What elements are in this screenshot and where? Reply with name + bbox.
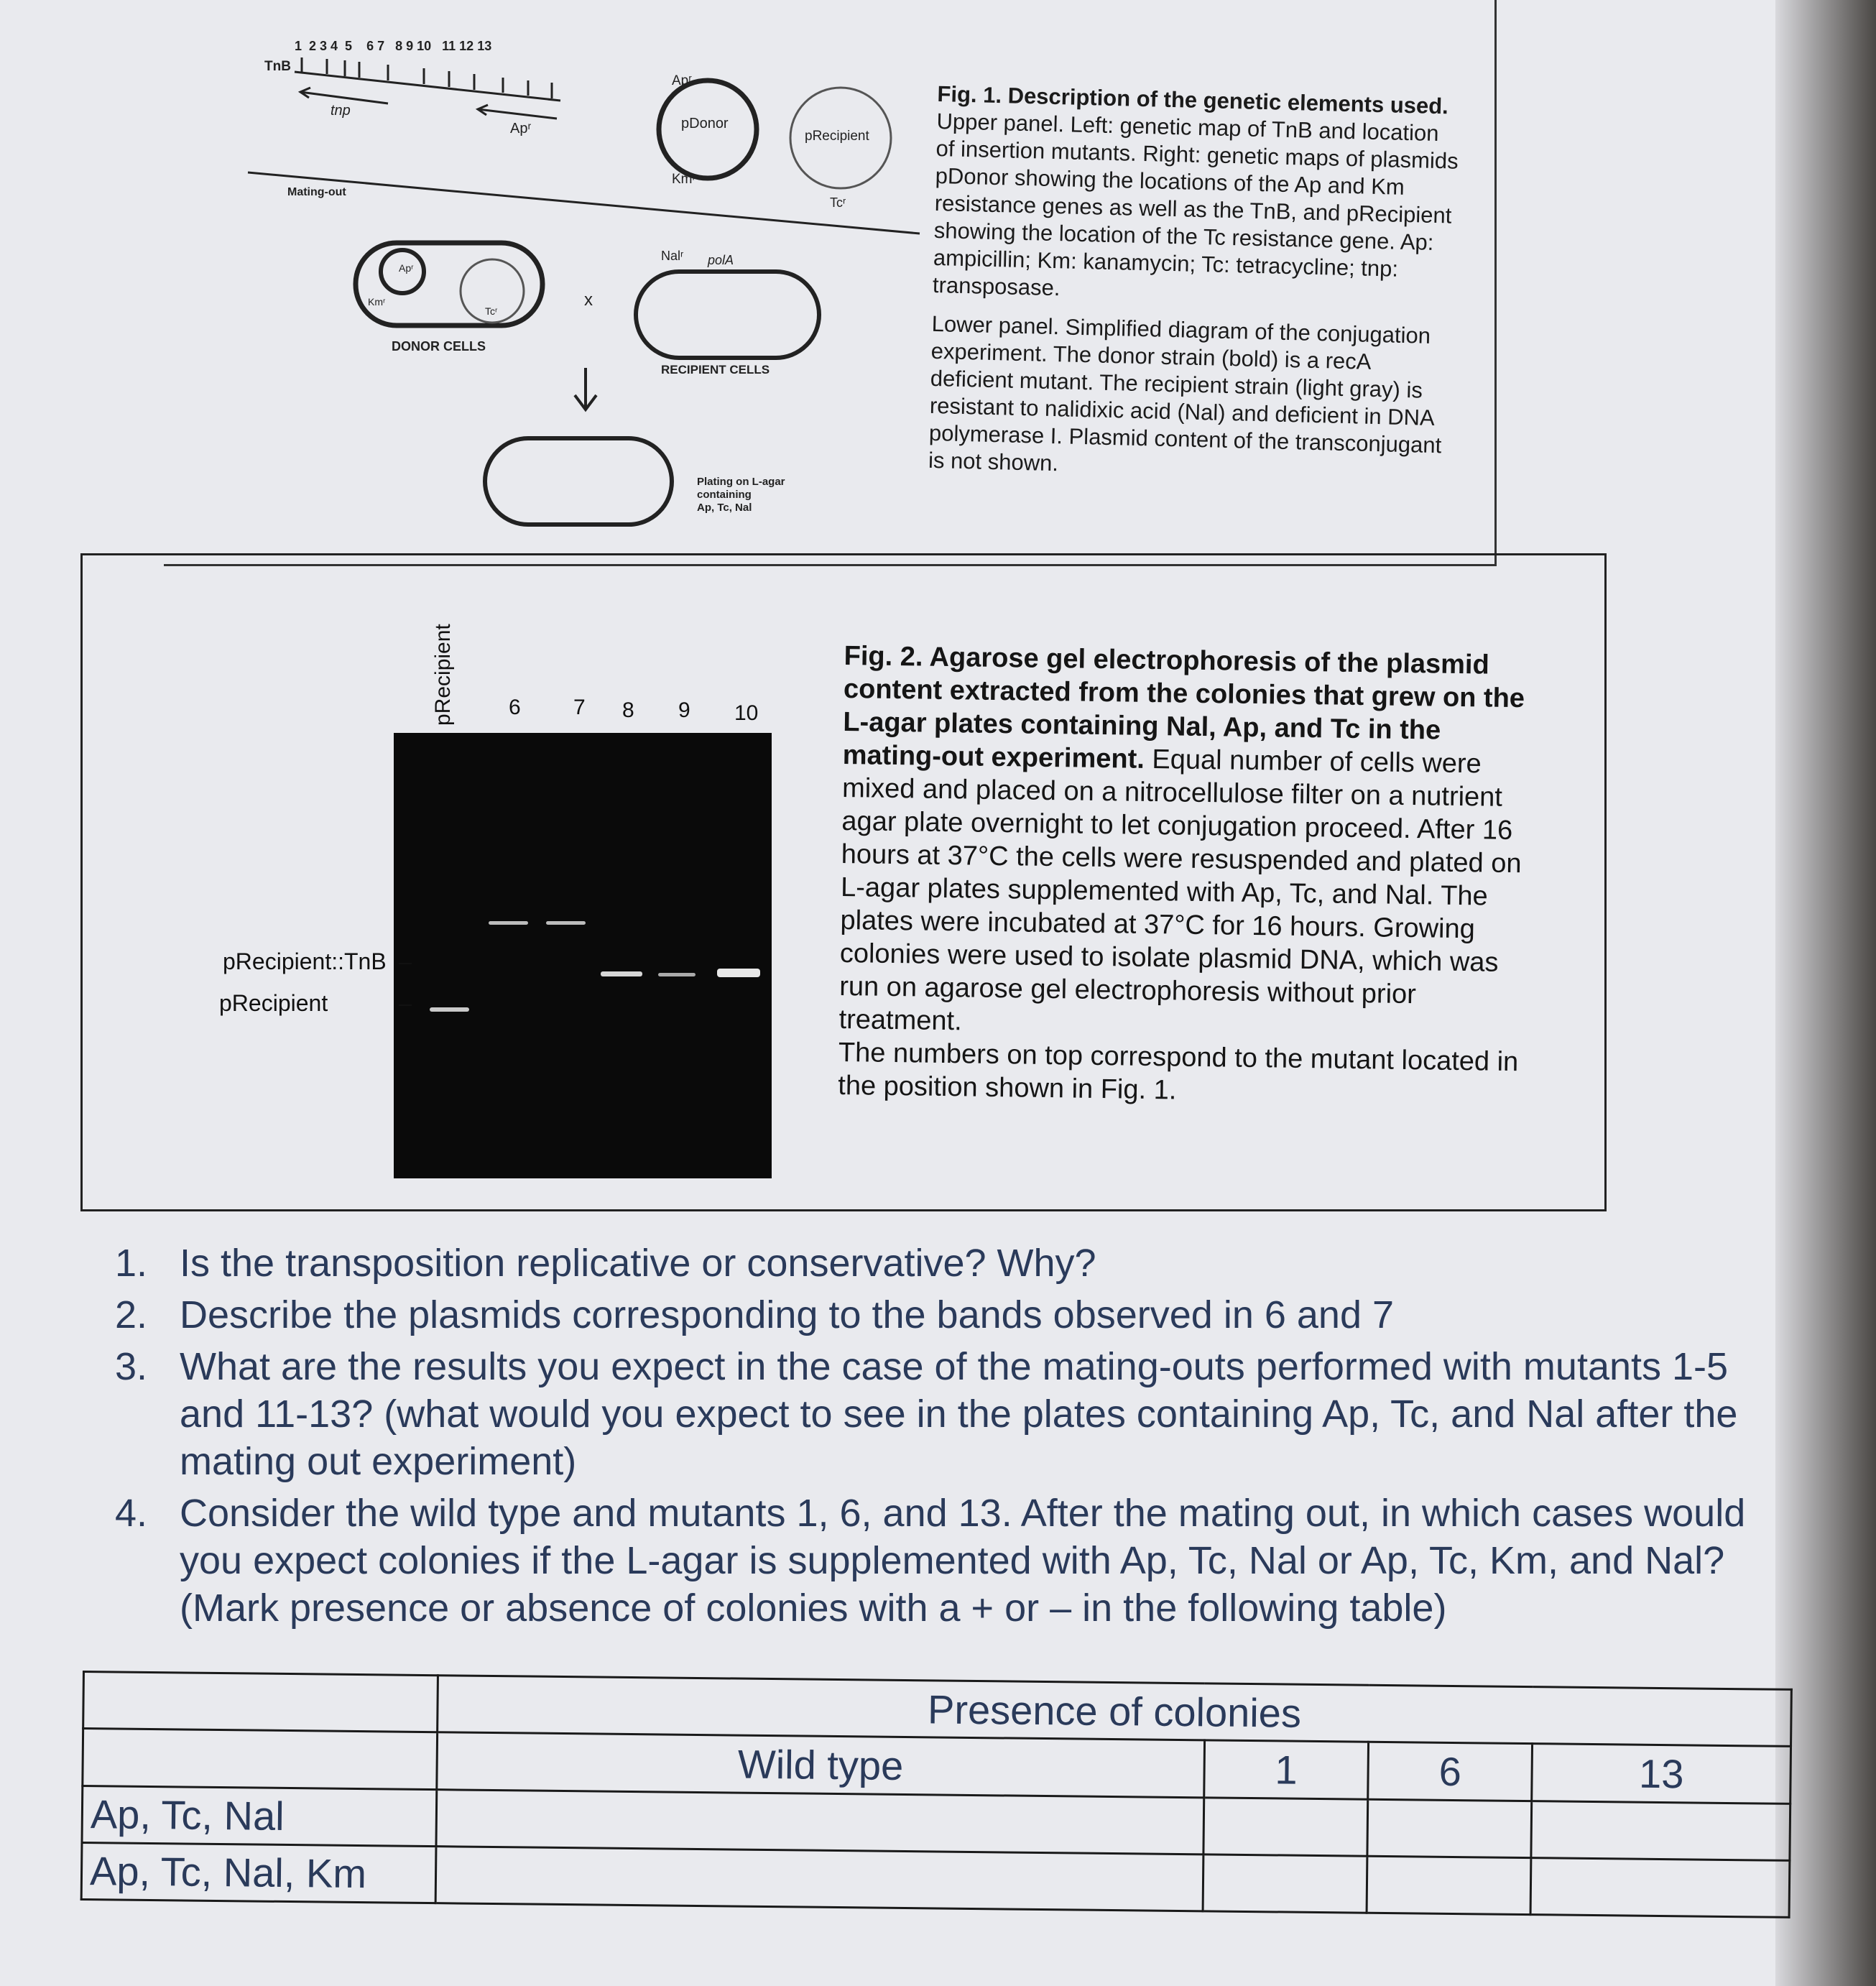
donor-km-label: Kmʳ bbox=[368, 296, 386, 308]
question-number: 4. bbox=[115, 1492, 148, 1535]
answer-cell[interactable] bbox=[1530, 1857, 1789, 1917]
question-text: What are the results you expect in the case of the mating-outs performed with mutants 1-5 and 11-13? (what would you expect to see in the plates containing Ap, Tc, and Nal after the mating out experiment) bbox=[180, 1345, 1738, 1483]
answer-cell[interactable] bbox=[1531, 1801, 1790, 1860]
band-label-precipient-tnb: pRecipient::TnB bbox=[223, 948, 387, 974]
recipient-cells-label: RECIPIENT CELLS bbox=[661, 363, 770, 377]
colonies-table bbox=[80, 1671, 1793, 1918]
gel-band bbox=[489, 921, 528, 925]
recipient-cell bbox=[636, 272, 819, 358]
answer-cell[interactable] bbox=[1203, 1797, 1368, 1856]
recipient-nal-label: Nalʳ bbox=[661, 249, 684, 263]
tnb-label: TnB bbox=[264, 59, 291, 74]
question-number: 1. bbox=[115, 1242, 148, 1285]
column-header-1: 1 bbox=[1204, 1740, 1369, 1799]
plating-line-1: Plating on L-agar bbox=[697, 476, 785, 488]
transconjugant-cell bbox=[485, 438, 672, 525]
band-label-tick bbox=[399, 1004, 412, 1006]
question-item bbox=[115, 1343, 1789, 1485]
answer-cell[interactable] bbox=[1367, 1856, 1531, 1915]
figure-1-caption-upper: Upper panel. Left: genetic map of TnB and location of insertion mutants. Right: genetic maps of plasmids pDonor showing the locations of the Ap and Km resistance genes as well as the TnB, and pRecipient showing the location of the Tc resistance gene. Ap: ampicillin; Km: kanamycin; Tc: tetracycline; tnp: transposase. bbox=[932, 108, 1459, 301]
answer-cell[interactable] bbox=[1367, 1799, 1532, 1858]
gel-band bbox=[546, 921, 586, 925]
tnp-gene-label: tnp bbox=[331, 103, 351, 119]
plating-line-3: Ap, Tc, Nal bbox=[697, 502, 752, 514]
question-number: 3. bbox=[115, 1345, 148, 1388]
answer-cell[interactable] bbox=[436, 1789, 1204, 1854]
gel-image bbox=[394, 733, 772, 1178]
question-text: Describe the plasmids corresponding to the bands observed in 6 and 7 bbox=[180, 1293, 1395, 1336]
lane-label-precipient: pRecipient bbox=[431, 624, 455, 726]
donor-cells-label: DONOR CELLS bbox=[392, 339, 486, 354]
figure-1-diagram bbox=[0, 0, 934, 560]
figure-1-caption-title: Fig. 1. Description of the genetic elements used. bbox=[937, 80, 1449, 119]
mating-out-label: Mating-out bbox=[287, 186, 346, 198]
column-header-wild-type: Wild type bbox=[437, 1732, 1205, 1797]
recipient-pola-label: polA bbox=[708, 253, 734, 267]
figure-1-caption-lower: Lower panel. Simplified diagram of the conjugation experiment. The donor strain (bold) is a recA deficient mutant. The recipient strain (light gray) is resistant to nalidixic acid (Nal) and deficient in DNA polymerase I. Plasmid content of the transconjugant is not shown. bbox=[928, 310, 1442, 476]
presence-of-colonies-header: Presence of colonies bbox=[438, 1676, 1792, 1747]
lane-label-8: 8 bbox=[622, 698, 634, 722]
question-item bbox=[115, 1291, 1789, 1339]
question-item bbox=[115, 1490, 1789, 1632]
question-text: Is the transposition replicative or conservative? Why? bbox=[180, 1242, 1096, 1285]
donor-tc-label: Tcʳ bbox=[485, 305, 498, 317]
answer-cell[interactable] bbox=[1203, 1855, 1367, 1913]
plating-line-2: containing bbox=[697, 489, 752, 501]
lane-label-9: 9 bbox=[678, 698, 690, 722]
figure-2-caption bbox=[838, 639, 1527, 1112]
donor-ap-label: Apʳ bbox=[399, 262, 414, 274]
precipient-tc-label: Tcʳ bbox=[830, 195, 846, 210]
column-header-6: 6 bbox=[1368, 1742, 1533, 1801]
lane-label-6: 6 bbox=[509, 696, 521, 719]
lane-label-7: 7 bbox=[573, 696, 586, 719]
row-header-ap-tc-nal-km: Ap, Tc, Nal, Km bbox=[81, 1842, 436, 1903]
gel-band bbox=[658, 973, 696, 976]
pdonor-label: pDonor bbox=[681, 116, 729, 131]
cross-symbol: x bbox=[584, 290, 593, 310]
answer-cell[interactable] bbox=[435, 1846, 1203, 1911]
band-label-tick bbox=[399, 963, 412, 964]
question-number: 2. bbox=[115, 1293, 148, 1336]
down-arrow bbox=[575, 368, 596, 410]
tnb-map bbox=[248, 57, 920, 234]
gel-band bbox=[717, 969, 760, 977]
table-cell-empty bbox=[83, 1729, 438, 1789]
gel-band bbox=[601, 971, 642, 976]
question-text: Consider the wild type and mutants 1, 6, and 13. After the mating out, in which cases would you expect colonies if the L-agar is supplemented with Ap, Tc, Nal or Ap, Tc, Km, and Nal? (Mark presence or absence of colonies with a + or – in the following table) bbox=[180, 1492, 1746, 1630]
insertion-positions: 1 2 3 4 5 6 7 8 9 10 11 12 13 bbox=[295, 39, 492, 53]
gel-band bbox=[430, 1007, 469, 1012]
table-cell-empty bbox=[83, 1672, 438, 1732]
ap-gene-label: Apʳ bbox=[510, 121, 532, 137]
question-item bbox=[115, 1239, 1789, 1287]
figure-2-caption-title: Fig. 2. Agarose gel electrophoresis of the plasmid content extracted from the colonies that grew on the L-agar plates containing Nal, Ap, and Tc in the mating-out experiment. bbox=[842, 640, 1525, 775]
band-label-precipient: pRecipient bbox=[219, 990, 328, 1016]
row-header-ap-tc-nal: Ap, Tc, Nal bbox=[82, 1786, 437, 1846]
pdonor-km-label: Kmʳ bbox=[672, 172, 696, 187]
figure-2-caption-body: Equal number of cells were mixed and placed on a nitrocellulose filter on a nutrient agar plate overnight to let conjugation proceed. After 16 hours at 37°C the cells were resuspended and plated on L-agar plates supplemented with Ap, Tc, and Nal. The plates were incubated at 37°C for 16 hours. Growing colonies were used to isolate plasmid DNA, which was run on agarose gel electrophoresis without prior treatment. bbox=[838, 744, 1522, 1037]
figure-2-caption-numbers: The numbers on top correspond to the mutant located in the position shown in Fig. 1. bbox=[838, 1037, 1519, 1106]
question-list bbox=[115, 1239, 1789, 1636]
lane-label-10: 10 bbox=[734, 701, 759, 725]
figure-1-caption bbox=[928, 80, 1462, 499]
precipient-label: pRecipient bbox=[805, 129, 869, 144]
column-header-13: 13 bbox=[1532, 1744, 1790, 1803]
pdonor-ap-label: Apʳ bbox=[672, 73, 692, 88]
